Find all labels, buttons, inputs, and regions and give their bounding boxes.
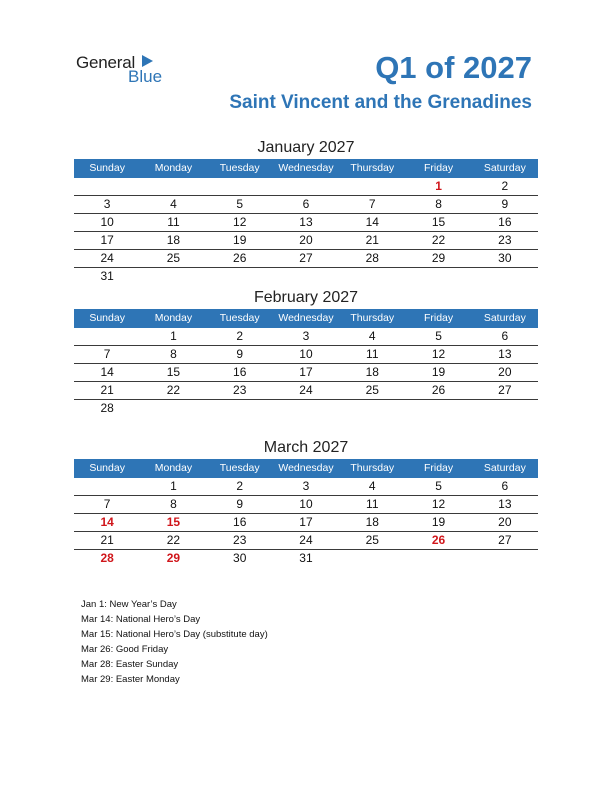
- day-cell: 20: [299, 233, 313, 247]
- day-cell: 22: [166, 533, 181, 547]
- weekday-label: Thursday: [350, 312, 395, 324]
- day-cell: 28: [100, 401, 114, 415]
- day-cell: 27: [498, 383, 512, 397]
- weekday-label: Thursday: [350, 462, 395, 474]
- holiday-note: Mar 28: Easter Sunday: [81, 659, 179, 670]
- day-cell: 2: [501, 179, 509, 193]
- empty-day-cell: [74, 328, 140, 345]
- day-cell: 30: [498, 251, 512, 265]
- day-cell: 31: [100, 269, 114, 283]
- day-cell: 13: [498, 497, 512, 511]
- week-row: [74, 346, 538, 364]
- day-cell: 13: [498, 347, 512, 361]
- day-cell: 12: [431, 347, 446, 361]
- empty-day-cell: [74, 178, 140, 195]
- day-cell: 24: [100, 251, 114, 265]
- day-cell: 6: [501, 329, 509, 343]
- week-row: [74, 232, 538, 250]
- weekday-label: Friday: [423, 462, 454, 474]
- day-cell: 11: [167, 215, 180, 229]
- empty-day-cell: [339, 268, 405, 285]
- holiday-day-cell: 29: [166, 551, 181, 565]
- day-cell: 28: [365, 251, 379, 265]
- holiday-day-cell: 15: [166, 515, 181, 529]
- day-cell: 16: [498, 215, 512, 229]
- day-cell: 5: [435, 329, 442, 343]
- weekday-label: Friday: [423, 312, 454, 324]
- day-cell: 2: [236, 329, 244, 343]
- weekday-label: Friday: [423, 162, 454, 174]
- day-cell: 15: [166, 365, 181, 379]
- weekday-label: Sunday: [89, 162, 125, 174]
- month-title: March 2027: [263, 439, 349, 456]
- week-row: [74, 196, 538, 214]
- day-cell: 21: [100, 383, 114, 397]
- day-cell: 6: [501, 479, 509, 493]
- weekday-header: [74, 159, 538, 178]
- day-cell: 25: [166, 251, 181, 265]
- weekday-label: Sunday: [89, 462, 125, 474]
- day-cell: 12: [233, 215, 247, 229]
- day-cell: 1: [170, 329, 177, 343]
- empty-day-cell: [339, 178, 405, 195]
- holiday-notes: [81, 597, 268, 687]
- month-title: January 2027: [257, 139, 355, 156]
- month-calendar-january: [74, 137, 538, 285]
- week-row: [74, 328, 538, 346]
- day-cell: 25: [365, 533, 379, 547]
- day-cell: 4: [368, 329, 376, 343]
- empty-day-cell: [207, 268, 273, 285]
- weekday-header: [74, 459, 538, 478]
- holiday-note: Mar 26: Good Friday: [81, 644, 169, 655]
- holiday-day-cell: 26: [431, 533, 446, 547]
- week-row: [74, 178, 538, 196]
- logo-flag-icon: [142, 55, 153, 67]
- weekday-label: Monday: [154, 312, 193, 324]
- day-cell: 27: [498, 533, 512, 547]
- day-cell: 21: [100, 533, 114, 547]
- day-cell: 8: [435, 197, 442, 211]
- day-cell: 14: [100, 365, 114, 379]
- empty-day-cell: [405, 268, 471, 285]
- day-cell: 20: [498, 515, 512, 529]
- day-cell: 5: [435, 479, 442, 493]
- day-cell: 10: [299, 347, 313, 361]
- page-title: Q1 of 2027: [375, 50, 532, 85]
- empty-day-cell: [140, 178, 206, 195]
- empty-day-cell: [405, 400, 471, 417]
- day-cell: 8: [170, 347, 177, 361]
- day-cell: 19: [431, 515, 446, 529]
- day-cell: 24: [299, 533, 313, 547]
- day-cell: 23: [233, 533, 247, 547]
- weekday-label: Wednesday: [278, 312, 334, 324]
- holiday-day-cell: 14: [100, 515, 114, 529]
- day-cell: 7: [103, 347, 111, 361]
- day-cell: 26: [431, 383, 446, 397]
- day-cell: 12: [431, 497, 446, 511]
- week-row: [74, 364, 538, 382]
- day-cell: 17: [100, 233, 114, 247]
- weekday-label: Sunday: [89, 312, 125, 324]
- day-cell: 9: [236, 347, 244, 361]
- day-cell: 9: [501, 197, 509, 211]
- day-cell: 6: [302, 197, 310, 211]
- empty-day-cell: [273, 178, 339, 195]
- week-row: [74, 550, 538, 567]
- empty-day-cell: [140, 268, 206, 285]
- weekday-label: Tuesday: [219, 462, 260, 474]
- logo-general-text: General: [76, 53, 136, 72]
- weekday-label: Thursday: [350, 162, 395, 174]
- empty-day-cell: [273, 268, 339, 285]
- empty-day-cell: [472, 550, 538, 567]
- week-row: [74, 382, 538, 400]
- day-cell: 30: [233, 551, 247, 565]
- day-cell: 26: [233, 251, 247, 265]
- day-cell: 16: [233, 515, 247, 529]
- empty-day-cell: [405, 550, 471, 567]
- empty-day-cell: [339, 400, 405, 417]
- day-cell: 18: [365, 365, 379, 379]
- week-row: [74, 496, 538, 514]
- month-calendar-february: [74, 287, 538, 417]
- empty-day-cell: [472, 268, 538, 285]
- empty-day-cell: [74, 478, 140, 495]
- empty-day-cell: [140, 400, 206, 417]
- day-cell: 3: [302, 329, 310, 343]
- day-cell: 3: [103, 197, 111, 211]
- day-cell: 20: [498, 365, 512, 379]
- weekday-label: Wednesday: [278, 462, 334, 474]
- day-cell: 29: [431, 251, 446, 265]
- day-cell: 18: [365, 515, 379, 529]
- holiday-note: Mar 15: National Hero’s Day (substitute day): [81, 629, 268, 640]
- day-cell: 31: [299, 551, 313, 565]
- day-cell: 8: [170, 497, 177, 511]
- day-cell: 7: [368, 197, 376, 211]
- country-name: Saint Vincent and the Grenadines: [229, 92, 532, 113]
- day-cell: 17: [299, 365, 313, 379]
- day-cell: 14: [365, 215, 379, 229]
- day-cell: 5: [236, 197, 244, 211]
- day-cell: 22: [431, 233, 446, 247]
- day-cell: 1: [170, 479, 177, 493]
- month-calendar-march: [74, 437, 538, 567]
- day-cell: 21: [365, 233, 379, 247]
- empty-day-cell: [339, 550, 405, 567]
- empty-day-cell: [472, 400, 538, 417]
- week-row: [74, 214, 538, 232]
- day-cell: 18: [166, 233, 181, 247]
- holiday-day-cell: 28: [100, 551, 114, 565]
- day-cell: 19: [233, 233, 247, 247]
- weekday-header: [74, 309, 538, 328]
- week-row: [74, 268, 538, 285]
- weekday-label: Tuesday: [219, 312, 260, 324]
- weekday-label: Monday: [154, 162, 193, 174]
- empty-day-cell: [273, 400, 339, 417]
- day-cell: 23: [233, 383, 247, 397]
- empty-day-cell: [207, 178, 273, 195]
- day-cell: 22: [166, 383, 181, 397]
- day-cell: 19: [431, 365, 446, 379]
- empty-day-cell: [207, 400, 273, 417]
- holiday-note: Mar 29: Easter Monday: [81, 674, 180, 685]
- day-cell: 4: [368, 479, 376, 493]
- week-row: [74, 250, 538, 268]
- day-cell: 11: [366, 347, 379, 361]
- day-cell: 9: [236, 497, 244, 511]
- day-cell: 7: [103, 497, 111, 511]
- day-cell: 23: [498, 233, 512, 247]
- week-row: [74, 400, 538, 417]
- logo-blue-text: Blue: [128, 67, 163, 86]
- weekday-label: Monday: [154, 462, 193, 474]
- weekday-label: Saturday: [483, 162, 526, 174]
- day-cell: 11: [366, 497, 379, 511]
- week-row: [74, 514, 538, 532]
- day-cell: 10: [299, 497, 313, 511]
- weekday-label: Tuesday: [219, 162, 260, 174]
- holiday-note: Jan 1: New Year’s Day: [81, 599, 177, 610]
- day-cell: 4: [170, 197, 177, 211]
- day-cell: 13: [299, 215, 313, 229]
- holiday-note: Mar 14: National Hero’s Day: [81, 614, 201, 625]
- weekday-label: Wednesday: [278, 162, 334, 174]
- day-cell: 15: [431, 215, 446, 229]
- weekday-label: Saturday: [483, 312, 526, 324]
- month-title: February 2027: [253, 289, 359, 306]
- day-cell: 2: [236, 479, 244, 493]
- weekday-label: Saturday: [483, 462, 526, 474]
- day-cell: 10: [100, 215, 114, 229]
- day-cell: 24: [299, 383, 313, 397]
- holiday-day-cell: 1: [435, 179, 442, 193]
- day-cell: 3: [302, 479, 310, 493]
- week-row: [74, 532, 538, 550]
- day-cell: 17: [299, 515, 313, 529]
- day-cell: 16: [233, 365, 247, 379]
- week-row: [74, 478, 538, 496]
- logo: [76, 53, 176, 89]
- day-cell: 25: [365, 383, 379, 397]
- day-cell: 27: [299, 251, 313, 265]
